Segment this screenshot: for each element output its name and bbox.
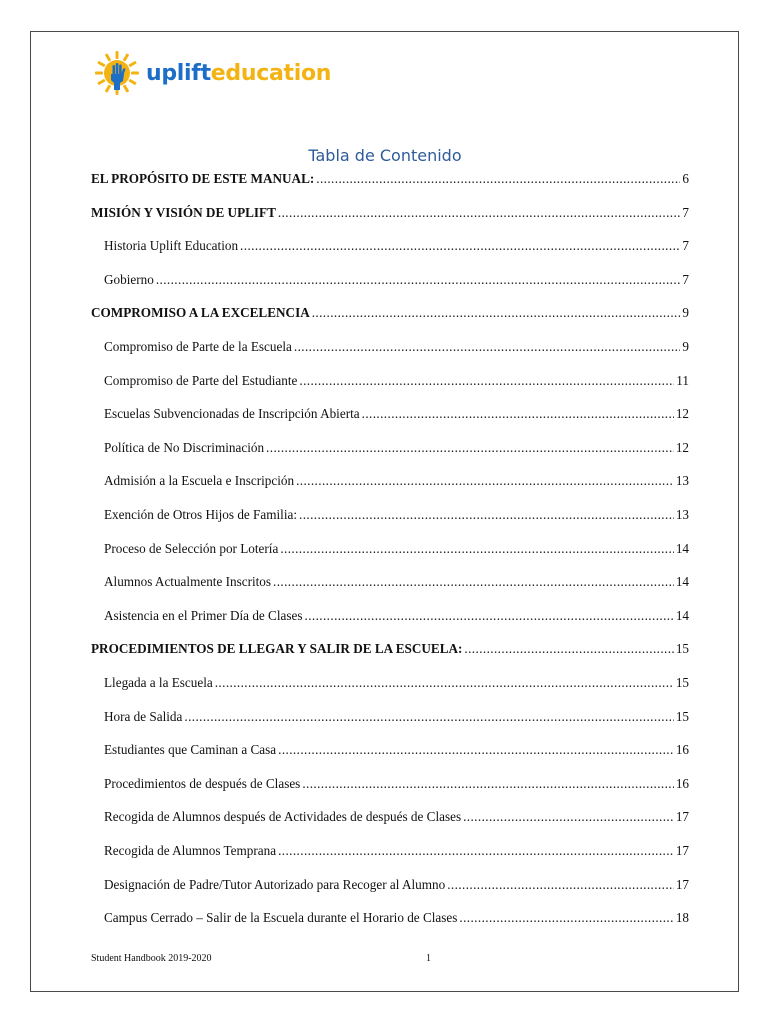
toc-dot-leader xyxy=(299,373,674,389)
toc-entry-page-number: 7 xyxy=(682,238,689,254)
toc-entry[interactable] xyxy=(104,742,689,758)
toc-entry[interactable] xyxy=(91,205,689,221)
toc-entry-title: Proceso de Selección por Lotería xyxy=(104,540,279,556)
toc-dot-leader xyxy=(459,910,673,926)
toc-entry-page-number: 13 xyxy=(675,473,689,489)
toc-dot-leader xyxy=(278,742,674,758)
toc-entry-page-number: 17 xyxy=(675,876,689,892)
toc-entry-page-number: 14 xyxy=(675,574,689,590)
toc-dot-leader xyxy=(362,406,674,422)
toc-entry[interactable] xyxy=(104,910,689,926)
toc-dot-leader xyxy=(278,205,681,221)
footer-handbook-label: Student Handbook 2019-2020 xyxy=(91,953,212,964)
toc-entry[interactable] xyxy=(91,171,689,187)
toc-entry[interactable] xyxy=(104,507,689,523)
toc-entry-page-number: 9 xyxy=(682,305,689,321)
toc-entry[interactable] xyxy=(104,675,689,691)
toc-entry-page-number: 18 xyxy=(675,910,689,926)
toc-entry-title: Política de No Discriminación xyxy=(104,439,265,455)
toc-entry-title: Historia Uplift Education xyxy=(104,238,239,254)
toc-dot-leader xyxy=(447,877,674,893)
toc-dot-leader xyxy=(312,305,681,321)
toc-entry[interactable] xyxy=(104,809,689,825)
toc-dot-leader xyxy=(302,776,674,792)
toc-dot-leader xyxy=(305,608,674,624)
toc-entry-title: Procedimientos de después de Clases xyxy=(104,775,301,791)
uplift-education-logo xyxy=(94,48,331,98)
footer-page-number: 1 xyxy=(426,953,431,964)
toc-entry-title: PROCEDIMIENTOS DE LLEGAR Y SALIR DE LA ESCUELA: xyxy=(91,641,463,657)
toc-entry-page-number: 7 xyxy=(682,271,689,287)
toc-dot-leader xyxy=(316,171,680,187)
toc-dot-leader xyxy=(299,507,674,523)
toc-dot-leader xyxy=(266,440,674,456)
toc-entry-page-number: 11 xyxy=(676,372,689,388)
toc-entry-title: Alumnos Actualmente Inscritos xyxy=(104,574,272,590)
toc-entry-title: Designación de Padre/Tutor Autorizado para Recoger al Alumno xyxy=(104,876,446,892)
toc-entry[interactable] xyxy=(104,473,689,489)
toc-entry-page-number: 16 xyxy=(675,775,689,791)
toc-entry[interactable] xyxy=(91,641,689,657)
toc-entry-title: Estudiantes que Caminan a Casa xyxy=(104,742,277,758)
toc-entry-page-number: 12 xyxy=(675,406,689,422)
toc-entry[interactable] xyxy=(104,843,689,859)
toc-entry[interactable] xyxy=(104,776,689,792)
toc-dot-leader xyxy=(464,641,673,657)
toc-entry-page-number: 17 xyxy=(675,809,689,825)
toc-dot-leader xyxy=(294,339,681,355)
toc-dot-leader xyxy=(463,809,674,825)
toc-entry-page-number: 13 xyxy=(675,507,689,522)
toc-entry-title: COMPROMISO A LA EXCELENCIA xyxy=(91,305,310,321)
toc-entry[interactable] xyxy=(104,339,689,355)
toc-entry-page-number: 15 xyxy=(675,708,689,724)
toc-entry[interactable] xyxy=(104,373,689,389)
logo-wordmark xyxy=(146,61,331,86)
toc-entry[interactable] xyxy=(104,709,689,725)
toc-entry-title: Recogida de Alumnos después de Actividades de después de Clases xyxy=(104,809,462,825)
toc-dot-leader xyxy=(273,574,674,590)
toc-title: Tabla de Contenido xyxy=(308,146,462,165)
toc-entry-title: Escuelas Subvencionadas de Inscripción Abierta xyxy=(104,406,360,422)
sun-hand-logo-icon xyxy=(94,50,140,96)
toc-dot-leader xyxy=(184,709,673,725)
toc-dot-leader xyxy=(215,675,674,691)
toc-entry[interactable] xyxy=(104,440,689,456)
toc-entry-title: Hora de Salida xyxy=(104,708,183,724)
toc-entry-title: Gobierno xyxy=(104,271,154,287)
toc-entry-title: Recogida de Alumnos Temprana xyxy=(104,843,277,858)
toc-entry-title: Exención de Otros Hijos de Familia: xyxy=(104,507,298,522)
toc-entry[interactable] xyxy=(104,272,689,288)
logo-word-education: education xyxy=(210,60,332,86)
toc-entry-page-number: 14 xyxy=(675,607,689,623)
toc-entry-page-number: 16 xyxy=(675,742,689,758)
toc-entry[interactable] xyxy=(104,877,689,893)
toc-entry-title: EL PROPÓSITO DE ESTE MANUAL: xyxy=(91,171,315,186)
toc-dot-leader xyxy=(296,473,674,489)
toc-entry-page-number: 12 xyxy=(675,439,689,455)
toc-entry-title: Compromiso de Parte del Estudiante xyxy=(104,372,298,388)
toc-entry-page-number: 15 xyxy=(675,641,689,657)
toc-entry-page-number: 15 xyxy=(675,675,689,690)
toc-entry-page-number: 14 xyxy=(675,540,689,556)
toc-entry-title: Compromiso de Parte de la Escuela xyxy=(104,339,292,354)
toc-entry-page-number: 17 xyxy=(675,843,689,858)
toc-entry-page-number: 7 xyxy=(682,204,689,220)
toc-dot-leader xyxy=(278,843,674,859)
toc-dot-leader xyxy=(240,238,680,254)
toc-entry-title: MISIÓN Y VISIÓN DE UPLIFT xyxy=(91,204,276,220)
toc-dot-leader xyxy=(280,541,674,557)
toc-entry[interactable] xyxy=(104,406,689,422)
toc-entry-page-number: 9 xyxy=(682,339,689,354)
toc-entry-page-number: 6 xyxy=(682,171,689,186)
toc-entry-title: Llegada a la Escuela xyxy=(104,675,213,690)
toc-entry-title: Admisión a la Escuela e Inscripción xyxy=(104,473,295,489)
toc-entry[interactable] xyxy=(91,305,689,321)
toc-entry-title: Asistencia en el Primer Día de Clases xyxy=(104,607,303,623)
logo-word-uplift: uplift xyxy=(146,60,211,86)
toc-entry[interactable] xyxy=(104,238,689,254)
toc-dot-leader xyxy=(156,272,681,288)
toc-entry[interactable] xyxy=(104,608,689,624)
toc-entry[interactable] xyxy=(104,574,689,590)
toc-entry-title: Campus Cerrado – Salir de la Escuela durante el Horario de Clases xyxy=(104,910,458,926)
toc-entry[interactable] xyxy=(104,541,689,557)
